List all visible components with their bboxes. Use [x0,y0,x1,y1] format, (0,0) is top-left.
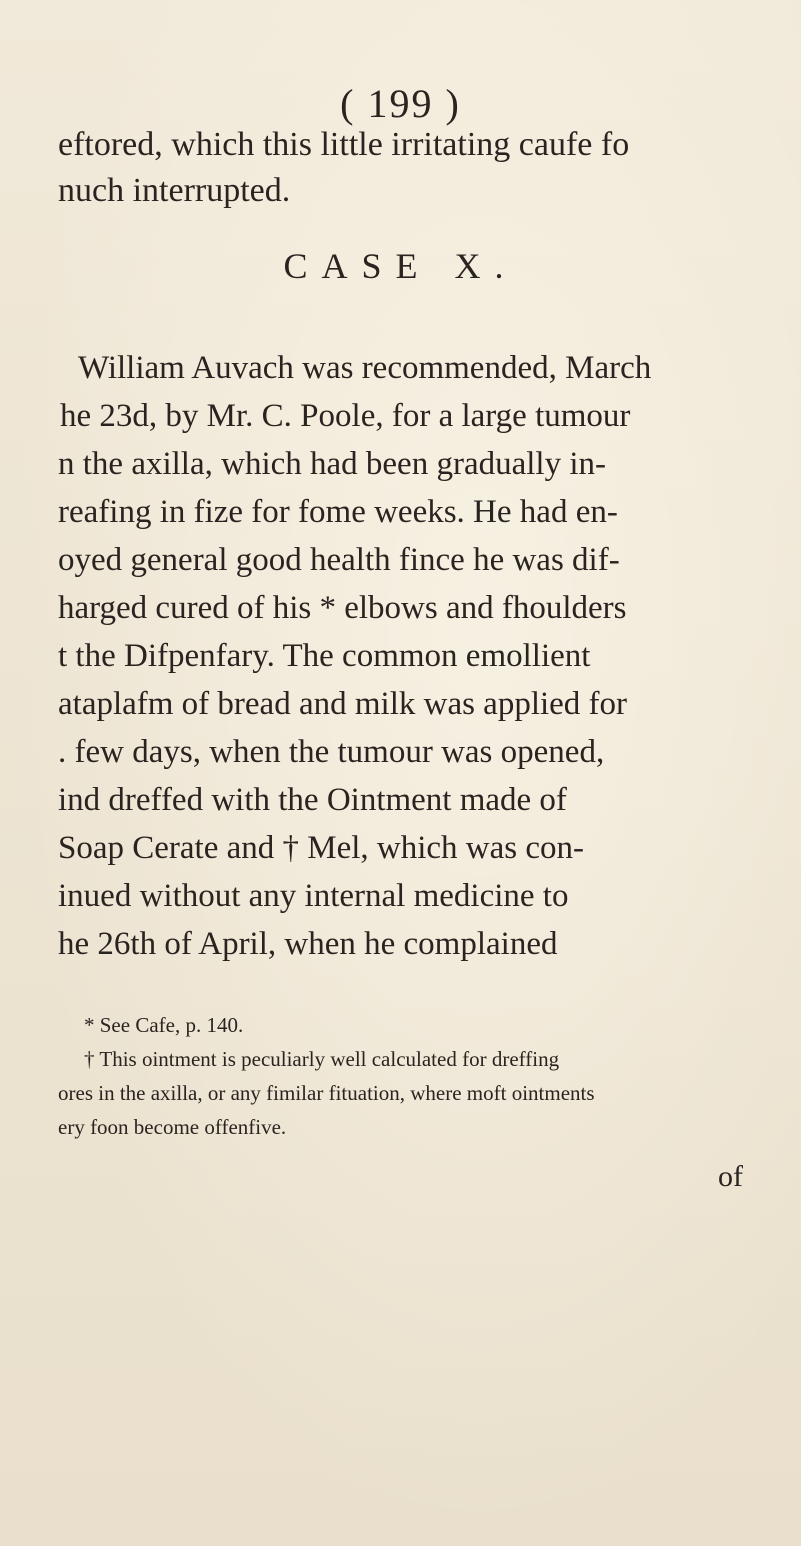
case-heading: CASE X. [283,246,518,286]
body-line: reafing in fize for fome weeks. He had en- [58,494,618,530]
footnote: ores in the axilla, or any fimilar fituation, where moft ointments [58,1081,595,1105]
body-line: oyed general good health fince he was dif- [58,542,620,578]
body-line: n the axilla, which had been gradually in- [58,446,606,482]
body-line: . few days, when the tumour was opened, [58,734,605,770]
body-line: William Auvach was recommended, March [78,350,652,386]
body-line: t the Difpenfary. The common emollient [58,638,591,674]
body-line: harged cured of his * elbows and fhoulders [58,590,627,626]
intro-line: eftored, which this little irritating caufe fo [58,126,630,163]
body-line: he 23d, by Mr. C. Poole, for a large tumour [60,398,631,434]
body-line: ataplafm of bread and milk was applied for [58,686,628,722]
catchword: of [718,1160,743,1193]
intro-line: nuch interrupted. [58,172,291,209]
body-line: inued without any internal medicine to [58,878,569,914]
footnote: * See Cafe, p. 140. [84,1013,244,1037]
page-number: ( 199 ) [340,81,461,126]
body-line: ind dreffed with the Ointment made of [58,782,567,818]
footnote: ery foon become offenfive. [58,1115,287,1139]
footnote: † This ointment is peculiarly well calculated for dreffing [84,1047,560,1071]
body-line: he 26th of April, when he complained [58,926,558,962]
body-line: Soap Cerate and † Mel, which was con- [58,830,585,866]
